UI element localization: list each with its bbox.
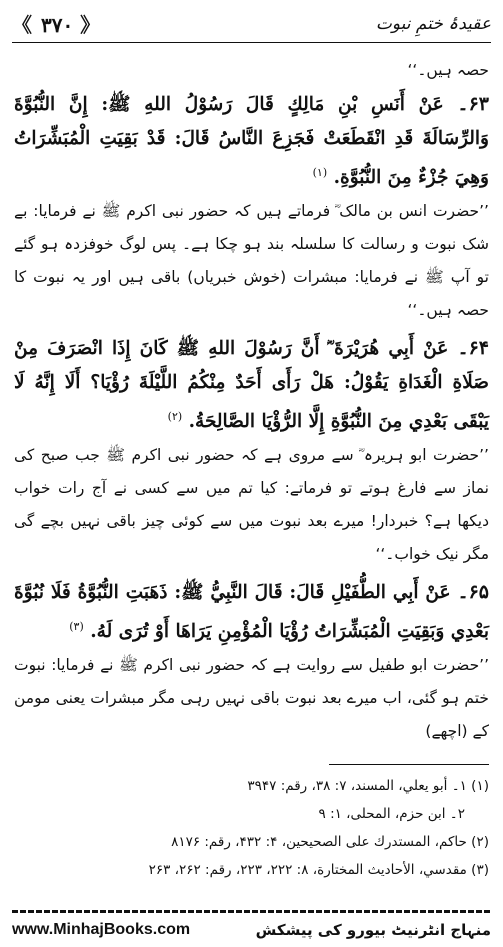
footnote-2: (۲) حاكم، المستدرك علی الصحيحين، ۴: ۴۳۲، رقم: ۸۱۷۶ <box>171 834 489 850</box>
page-header <box>12 8 491 38</box>
hadith-65-translation: ’’حضرت ابو طفیل سے روایت ہے کہ حضور نبی اکرم ﷺ نے فرمایا: نبوت ختم ہو گئی، اب میرے بعد نبوت باقی نہیں رہی مگر مبشرات یعنی مومن کے (اچھے) <box>14 656 489 741</box>
hadith-64-ref: (۲) <box>167 410 183 424</box>
hadith-65-text: عَنْ أَبِي الطُّفَيْلِ قَالَ: قَالَ النَّبِيُّ ﷺ: ذَهَبَتِ النُّبُوَّةُ فَلَا نُبُوَّةَ بَعْدِي وَبَقِيَتِ الْمُبَشِّرَاتُ رُؤْيَا الْمُؤْمِنِ يَرَاهَا أَوْ تُرَى لَهُ. <box>14 582 489 643</box>
footnote-3: (۳) مقدسي، الأحاديث المختارة، ۸: ۲۲۲، ۲۲۳، رقم: ۲۶۲، ۲۶۳ <box>148 862 489 878</box>
hadith-63-arabic <box>14 87 489 195</box>
hadith-65-number: ۶۵۔ <box>457 581 489 604</box>
page-body <box>14 54 489 748</box>
hadith-64-translation: ’’حضرت ابو ہریرہ ؓ سے مروی ہے کہ حضور نبی اکرم ﷺ جب صبح کی نماز سے فارغ ہوتے تو فرماتے: کیا تم میں سے کسی نے آج رات خواب دیکھا ہے؟ خبردار! میرے بعد نبوت میں سے کوئی چیز باقی نہیں بچے گی مگر نیک خواب۔‘‘ <box>14 446 489 564</box>
hadith-65-ref: (۳) <box>69 620 84 634</box>
footnotes <box>14 772 489 884</box>
hadith-64-number: ۶۴۔ <box>457 337 489 360</box>
hadith-63-text: عَنْ أَنَسِ بْنِ مَالِكٍ قَالَ رَسُوْلُ اللهِ ﷺ: إِنَّ النُّبُوَّةَ وَالرِّسَالَةَ قَدِ انْقَطَعَتْ فَجَزِعَ النَّاسُ قَالَ: قَدْ بَقِيَتِ الْمُبَشِّرَاتُ وَهِيَ جُزْءٌ مِنَ النُّبُوَّةِ. <box>14 94 489 189</box>
hadith-63-translation: ’’حضرت انس بن مالک ؓ فرماتے ہیں کہ حضور نبی اکرم ﷺ نے فرمایا: بے شک نبوت و رسالت کا سلسلہ بند ہو چکا ہے۔ پس لوگ خوفزدہ ہو گئے تو آپ ﷺ نے فرمایا: مبشرات (خوش خبریاں) باقی ہیں اور یہ نبوت کا حصہ ہیں۔‘‘ <box>14 202 489 320</box>
footnote-rule <box>329 764 489 765</box>
intro-tail: حصہ ہیں۔‘‘ <box>407 61 489 79</box>
hadith-65-arabic <box>14 575 489 649</box>
page-number: 《 ۳۷۰ 》 <box>12 12 102 37</box>
hadith-63-number: ۶۳۔ <box>457 93 489 115</box>
footer-divider <box>12 910 491 913</box>
running-title: عقیدۂ ختمِ نبوت <box>375 13 491 34</box>
footnote-1a: (۱) ۱۔ أبو يعلي، المسند، ۷: ۳۸، رقم: ۳۹۴۷ <box>247 778 489 794</box>
hadith-64-text: عَنْ أَبِي هُرَيْرَةَ ؓ أَنَّ رَسُوْلَ اللهِ ﷺ كَانَ إِذَا انْصَرَفَ مِنْ صَلَاةِ الْغَدَاةِ يَقُوْلُ: هَلْ رَأَى أَحَدٌ مِنْكُمُ اللَّيْلَةَ رُؤْيَا؟ أَلَا إِنَّهُ لَا يَبْقَى بَعْدِي مِنَ النُّبُوَّةِ إِلَّا الرُّؤْيَا الصَّالِحَةُ. <box>14 338 489 433</box>
footnote-1b: ۲۔ ابن حزم، المحلی، ۱: ۹ <box>318 806 465 822</box>
hadith-64-arabic <box>14 331 489 439</box>
hadith-63-ref: (۱) <box>312 166 328 179</box>
presented-by: منہاج انٹرنیٹ بیورو کی پیشکش <box>255 921 491 939</box>
header-rule <box>12 42 491 43</box>
page-footer <box>12 917 491 943</box>
website-link[interactable]: www.MinhajBooks.com <box>12 921 191 938</box>
